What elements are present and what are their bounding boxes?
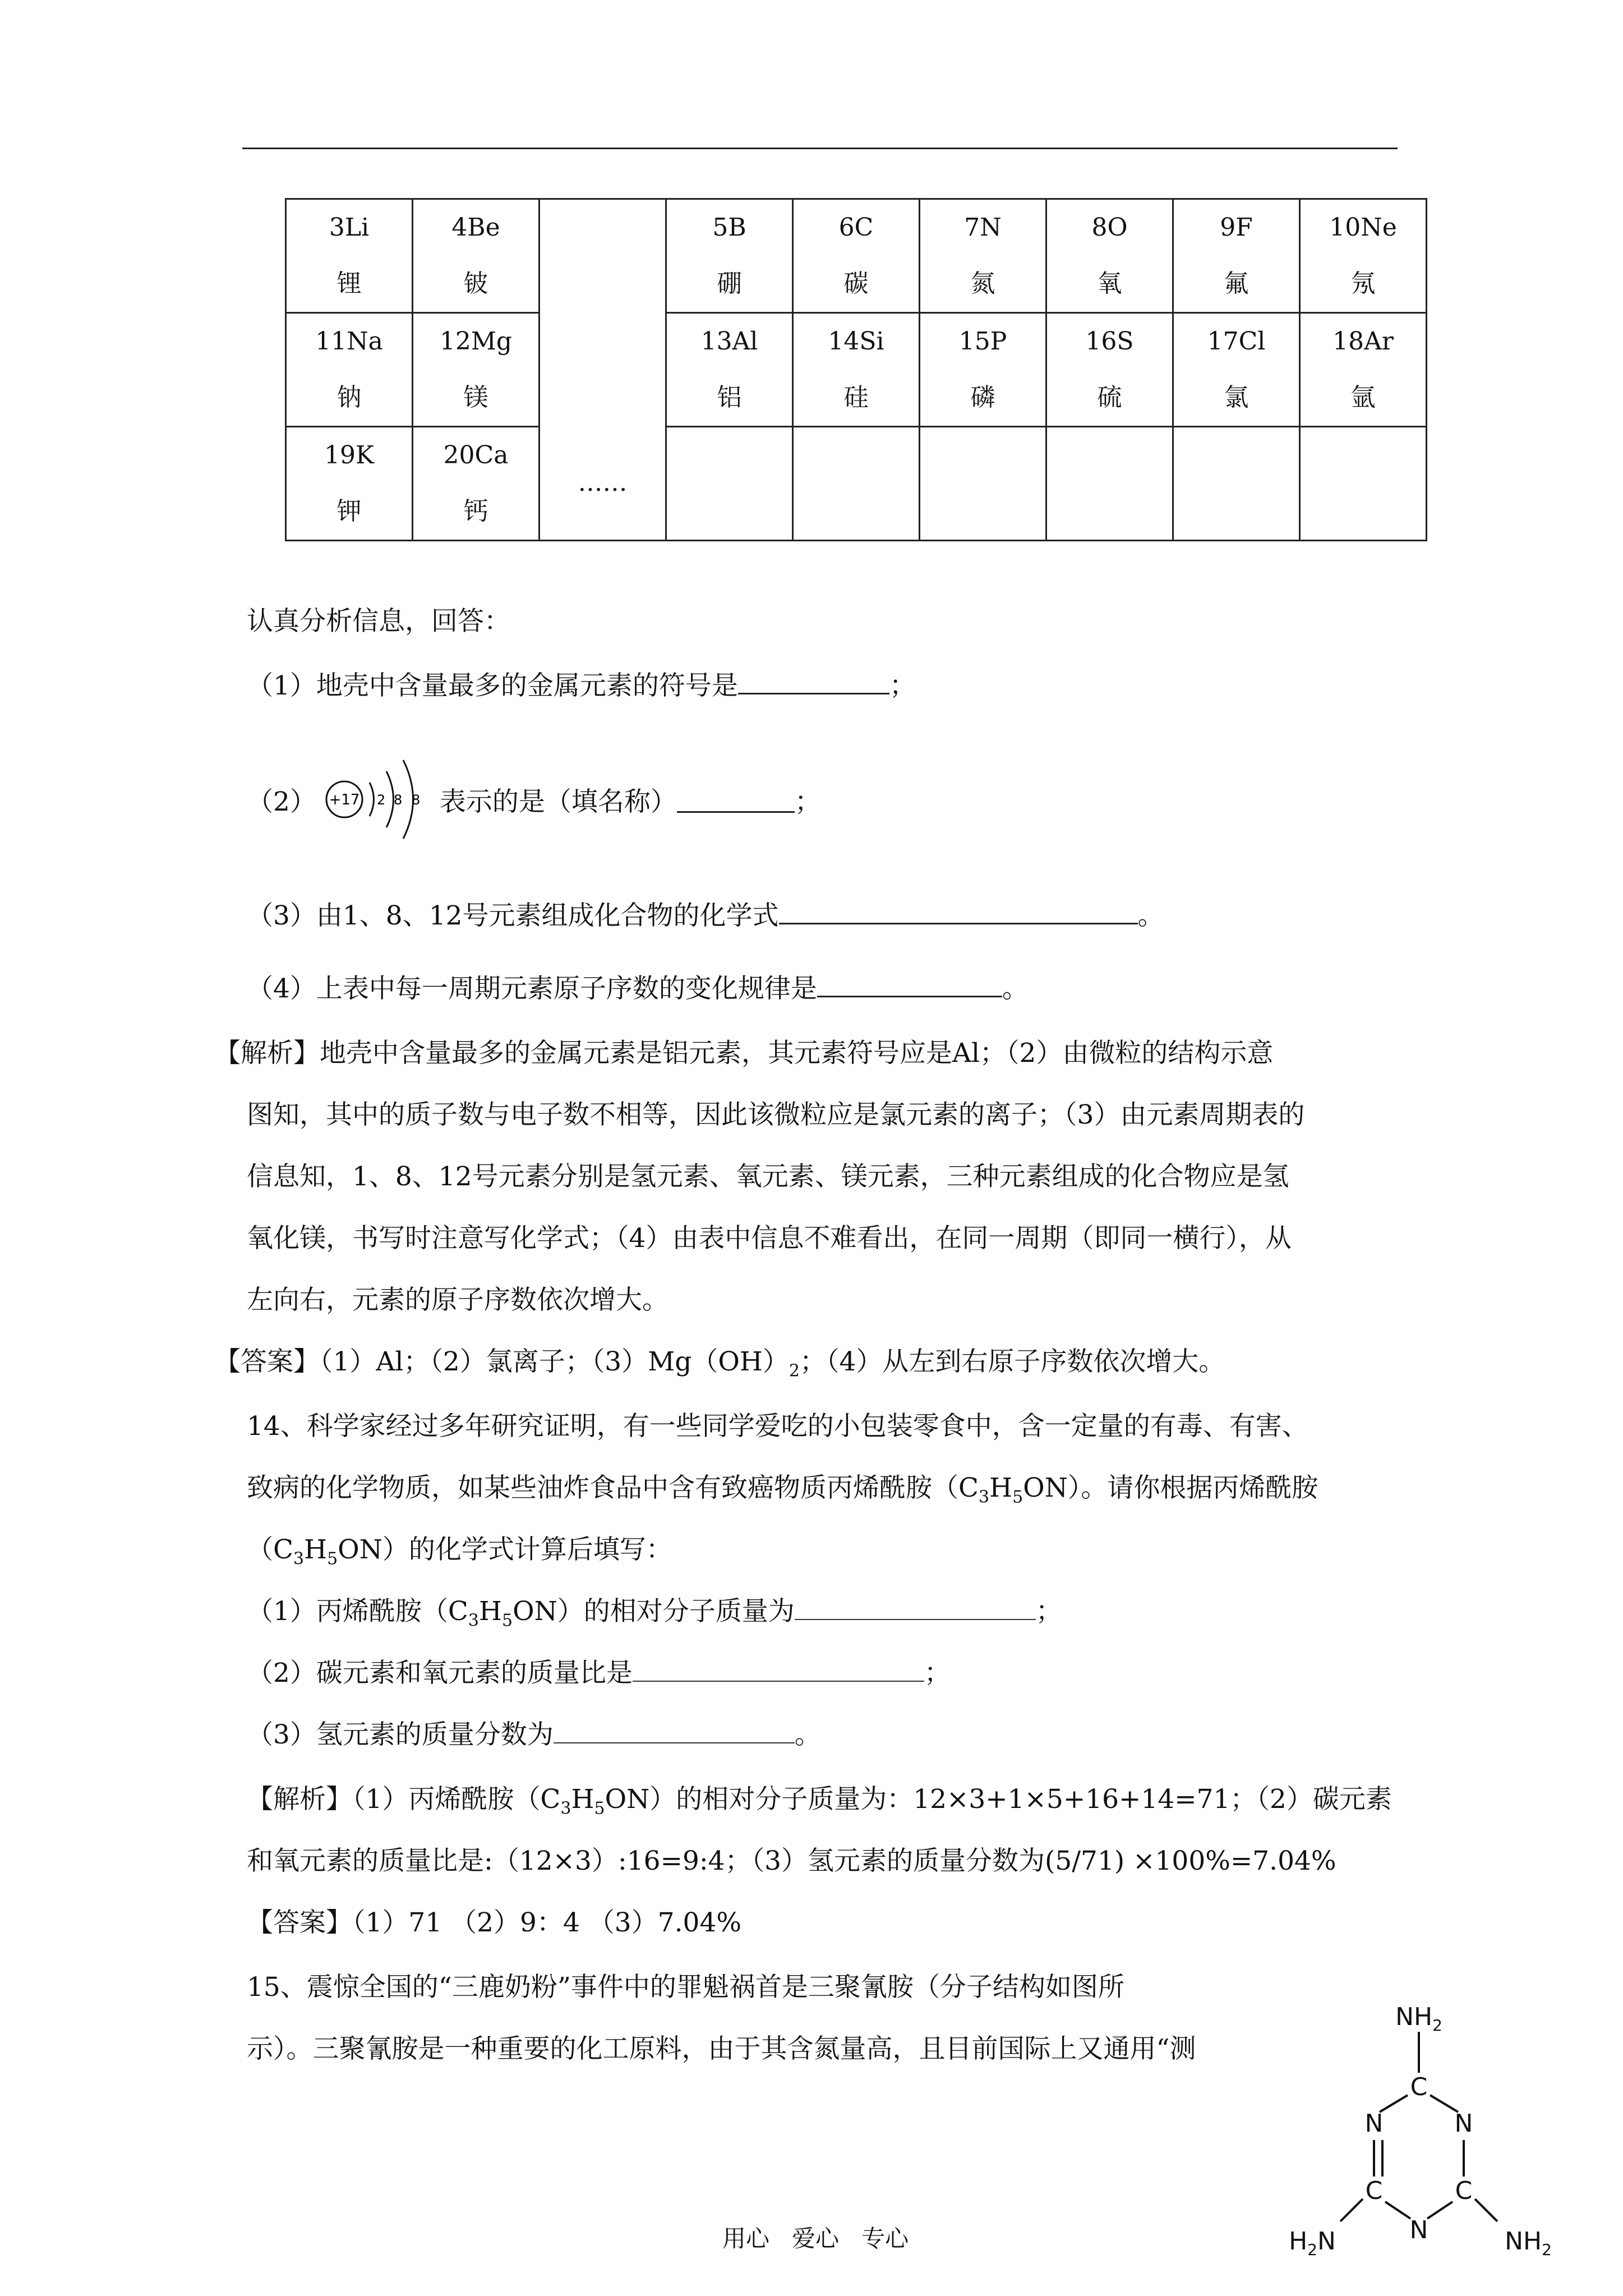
q13-analysis-line-3: 信息知，1、8、12号元素分别是氢元素、氧元素、镁元素，三种元素组成的化合物应是氢 [247, 1161, 1289, 1192]
answer-blank-6[interactable] [633, 1656, 924, 1682]
element-symbol: 15P [958, 327, 1007, 356]
element-symbol: 9F [1220, 213, 1253, 242]
element-symbol: 10Ne [1329, 213, 1397, 242]
element-name: 氧 [1097, 269, 1122, 298]
element-name: 锂 [336, 269, 362, 298]
element-name: 钠 [336, 383, 362, 412]
element-cell [1046, 427, 1173, 541]
svg-text:C: C [1455, 2177, 1473, 2205]
table-row [286, 199, 1427, 313]
element-name: 碳 [843, 269, 869, 298]
element-cell [540, 199, 666, 313]
element-cell [793, 427, 920, 541]
answer-blank-5[interactable] [795, 1594, 1036, 1620]
q14-analysis-line-1: 【解析】（1）丙烯酰胺$(C_3H_5ON)$的相对分子质量为：12×3+1×5+16+14=71；（2）碳元素 [247, 1784, 1392, 1819]
q13-analysis-line-2: 图知，其中的质子数与电子数不相等，因此该微粒应是氯元素的离子；（3）由元素周期表的 [247, 1099, 1305, 1130]
element-cell [666, 427, 793, 541]
element-name: 磷 [970, 383, 995, 412]
q13-part2: （2） +17 2 8 8 表示的是（填名称） ； [247, 752, 821, 847]
svg-text:C: C [1365, 2177, 1383, 2205]
svg-text:8: 8 [393, 792, 403, 808]
periodic-table [285, 198, 1427, 541]
table-row [286, 313, 1427, 427]
svg-text:2: 2 [376, 792, 386, 808]
element-symbol: 3Li [329, 213, 370, 242]
element-symbol: 7N [964, 213, 1002, 242]
element-cell [1173, 313, 1300, 427]
q14-line-3: $(C_3H_5ON)$的化学式计算后填写： [247, 1534, 672, 1569]
element-cell [413, 313, 540, 427]
answer-blank-2[interactable] [677, 786, 795, 813]
element-cell [1173, 427, 1300, 541]
q13-answer: 【答案】（1）Al；（2）氯离子；$(3)Mg(OH)_2$；（4）从左到右原子序数依次增大。 [214, 1346, 1225, 1381]
q15-line-1: 15、震惊全国的“三鹿奶粉”事件中的罪魁祸首是三聚氰胺（分子结构如图所 [247, 1972, 1124, 2003]
element-symbol: …… [578, 468, 628, 498]
answer-blank-1[interactable] [738, 668, 889, 694]
q14-line-1: 14、科学家经过多年研究证明，有一些同学爱吃的小包装零食中，含一定量的有毒、有害、 [247, 1411, 1308, 1442]
q15-line-2: 示）。三聚氰胺是一种重要的化工原料，由于其含氮量高，且目前国际上又通用“测 [247, 2033, 1196, 2064]
q13-analysis-line-4: 氧化镁，书写时注意写化学式；（4）由表中信息不难看出，在同一周期（即同一横行），从 [247, 1223, 1292, 1254]
element-symbol: 17Cl [1207, 327, 1266, 356]
element-name: 氩 [1350, 383, 1376, 412]
table-row [286, 427, 1427, 541]
melamine-structure-diagram [1279, 1997, 1570, 2277]
q13-part1: （1）地壳中含量最多的金属元素的符号是 ； [247, 665, 916, 702]
element-symbol: 8O [1091, 213, 1128, 242]
q13-part4: （4）上表中每一周期元素原子序数的变化规律是 。 [247, 968, 1029, 1005]
svg-text:+17: +17 [329, 792, 360, 808]
element-cell [540, 427, 666, 541]
element-cell [286, 313, 413, 427]
element-symbol: 16S [1085, 327, 1134, 356]
svg-text:N: N [1454, 2109, 1473, 2138]
element-cell [1300, 427, 1427, 541]
element-name: 钙 [463, 497, 488, 526]
element-name: 钾 [336, 497, 362, 526]
q13-part3: （3）由1、8、12号元素组成化合物的化学式 。 [247, 895, 1164, 932]
element-name: 氮 [970, 269, 995, 298]
q13-analysis-line-5: 左向右，元素的原子序数依次增大。 [247, 1285, 668, 1315]
element-name: 铍 [463, 269, 488, 298]
element-name: 硼 [717, 269, 742, 298]
page-footer: 用心 爱心 专心 [722, 2225, 909, 2252]
answer-blank-7[interactable] [554, 1718, 795, 1743]
element-cell [920, 199, 1046, 313]
svg-text:N: N [1364, 2109, 1384, 2138]
answer-blank-3[interactable] [779, 898, 1138, 924]
element-symbol: 20Ca [443, 441, 509, 470]
element-name: 氟 [1224, 269, 1249, 298]
svg-text:NH2: $NH_2$ [1395, 2003, 1442, 2035]
element-symbol: 14Si [828, 327, 884, 356]
svg-text:NH2: $NH_2$ [1505, 2227, 1552, 2259]
element-cell [286, 199, 413, 313]
element-cell [1300, 199, 1427, 313]
element-cell [1300, 313, 1427, 427]
element-symbol: 4Be [451, 213, 500, 242]
element-cell [666, 313, 793, 427]
q13-analysis-line-1: 【解析】地壳中含量最多的金属元素是铝元素，其元素符号应是Al；（2）由微粒的结构示意 [214, 1038, 1274, 1069]
element-name: 硅 [843, 383, 869, 412]
element-cell [793, 313, 920, 427]
element-symbol: 12Mg [439, 327, 513, 356]
element-cell [1173, 199, 1300, 313]
element-cell [1046, 199, 1173, 313]
q14-part3: （3）氢元素的质量分数为 。 [247, 1714, 821, 1751]
q14-analysis-line-2: 和氧元素的质量比是:（12×3）:16=9:4；（3）氢元素的质量分数为(5/71) ×100%=7.04% [247, 1846, 1336, 1876]
element-symbol: 6C [838, 213, 874, 242]
element-name: 镁 [463, 383, 488, 412]
svg-text:N: N [1409, 2216, 1428, 2244]
element-name: 氯 [1224, 383, 1249, 412]
element-name: 铝 [717, 383, 742, 412]
element-cell [540, 313, 666, 427]
header-rule [242, 148, 1398, 149]
element-cell [1046, 313, 1173, 427]
q13-intro: 认真分析信息，回答： [247, 606, 510, 637]
element-cell [413, 199, 540, 313]
element-cell [920, 427, 1046, 541]
element-name: 氖 [1350, 269, 1376, 298]
element-cell [793, 199, 920, 313]
q14-part1: （1）丙烯酰胺$(C_3H_5ON)$的相对分子质量为 ； [247, 1590, 1062, 1630]
svg-text:H2N: $H_2N$ [1289, 2227, 1336, 2259]
svg-text:C: C [1410, 2073, 1428, 2101]
element-name: 硫 [1097, 383, 1122, 412]
element-cell [413, 427, 540, 541]
element-cell [920, 313, 1046, 427]
element-symbol: 11Na [315, 327, 383, 356]
element-symbol: 5B [712, 213, 746, 242]
atom-structure-diagram [322, 752, 428, 847]
element-symbol: 13Al [700, 327, 758, 356]
element-symbol: 19K [324, 441, 374, 470]
element-cell [286, 427, 413, 541]
svg-text:8: 8 [411, 792, 421, 808]
q14-answer: 【答案】（1）71 （2）9：4 （3）7.04% [247, 1907, 742, 1938]
element-symbol: 18Ar [1332, 327, 1394, 356]
q14-part2: （2）碳元素和氧元素的质量比是 ； [247, 1652, 951, 1690]
q14-line-2: 致病的化学物质，如某些油炸食品中含有致癌物质丙烯酰胺$(C_3H_5ON)$。请你根据丙烯酰胺 [247, 1473, 1318, 1507]
answer-blank-4[interactable] [817, 971, 1002, 997]
element-cell [666, 199, 793, 313]
